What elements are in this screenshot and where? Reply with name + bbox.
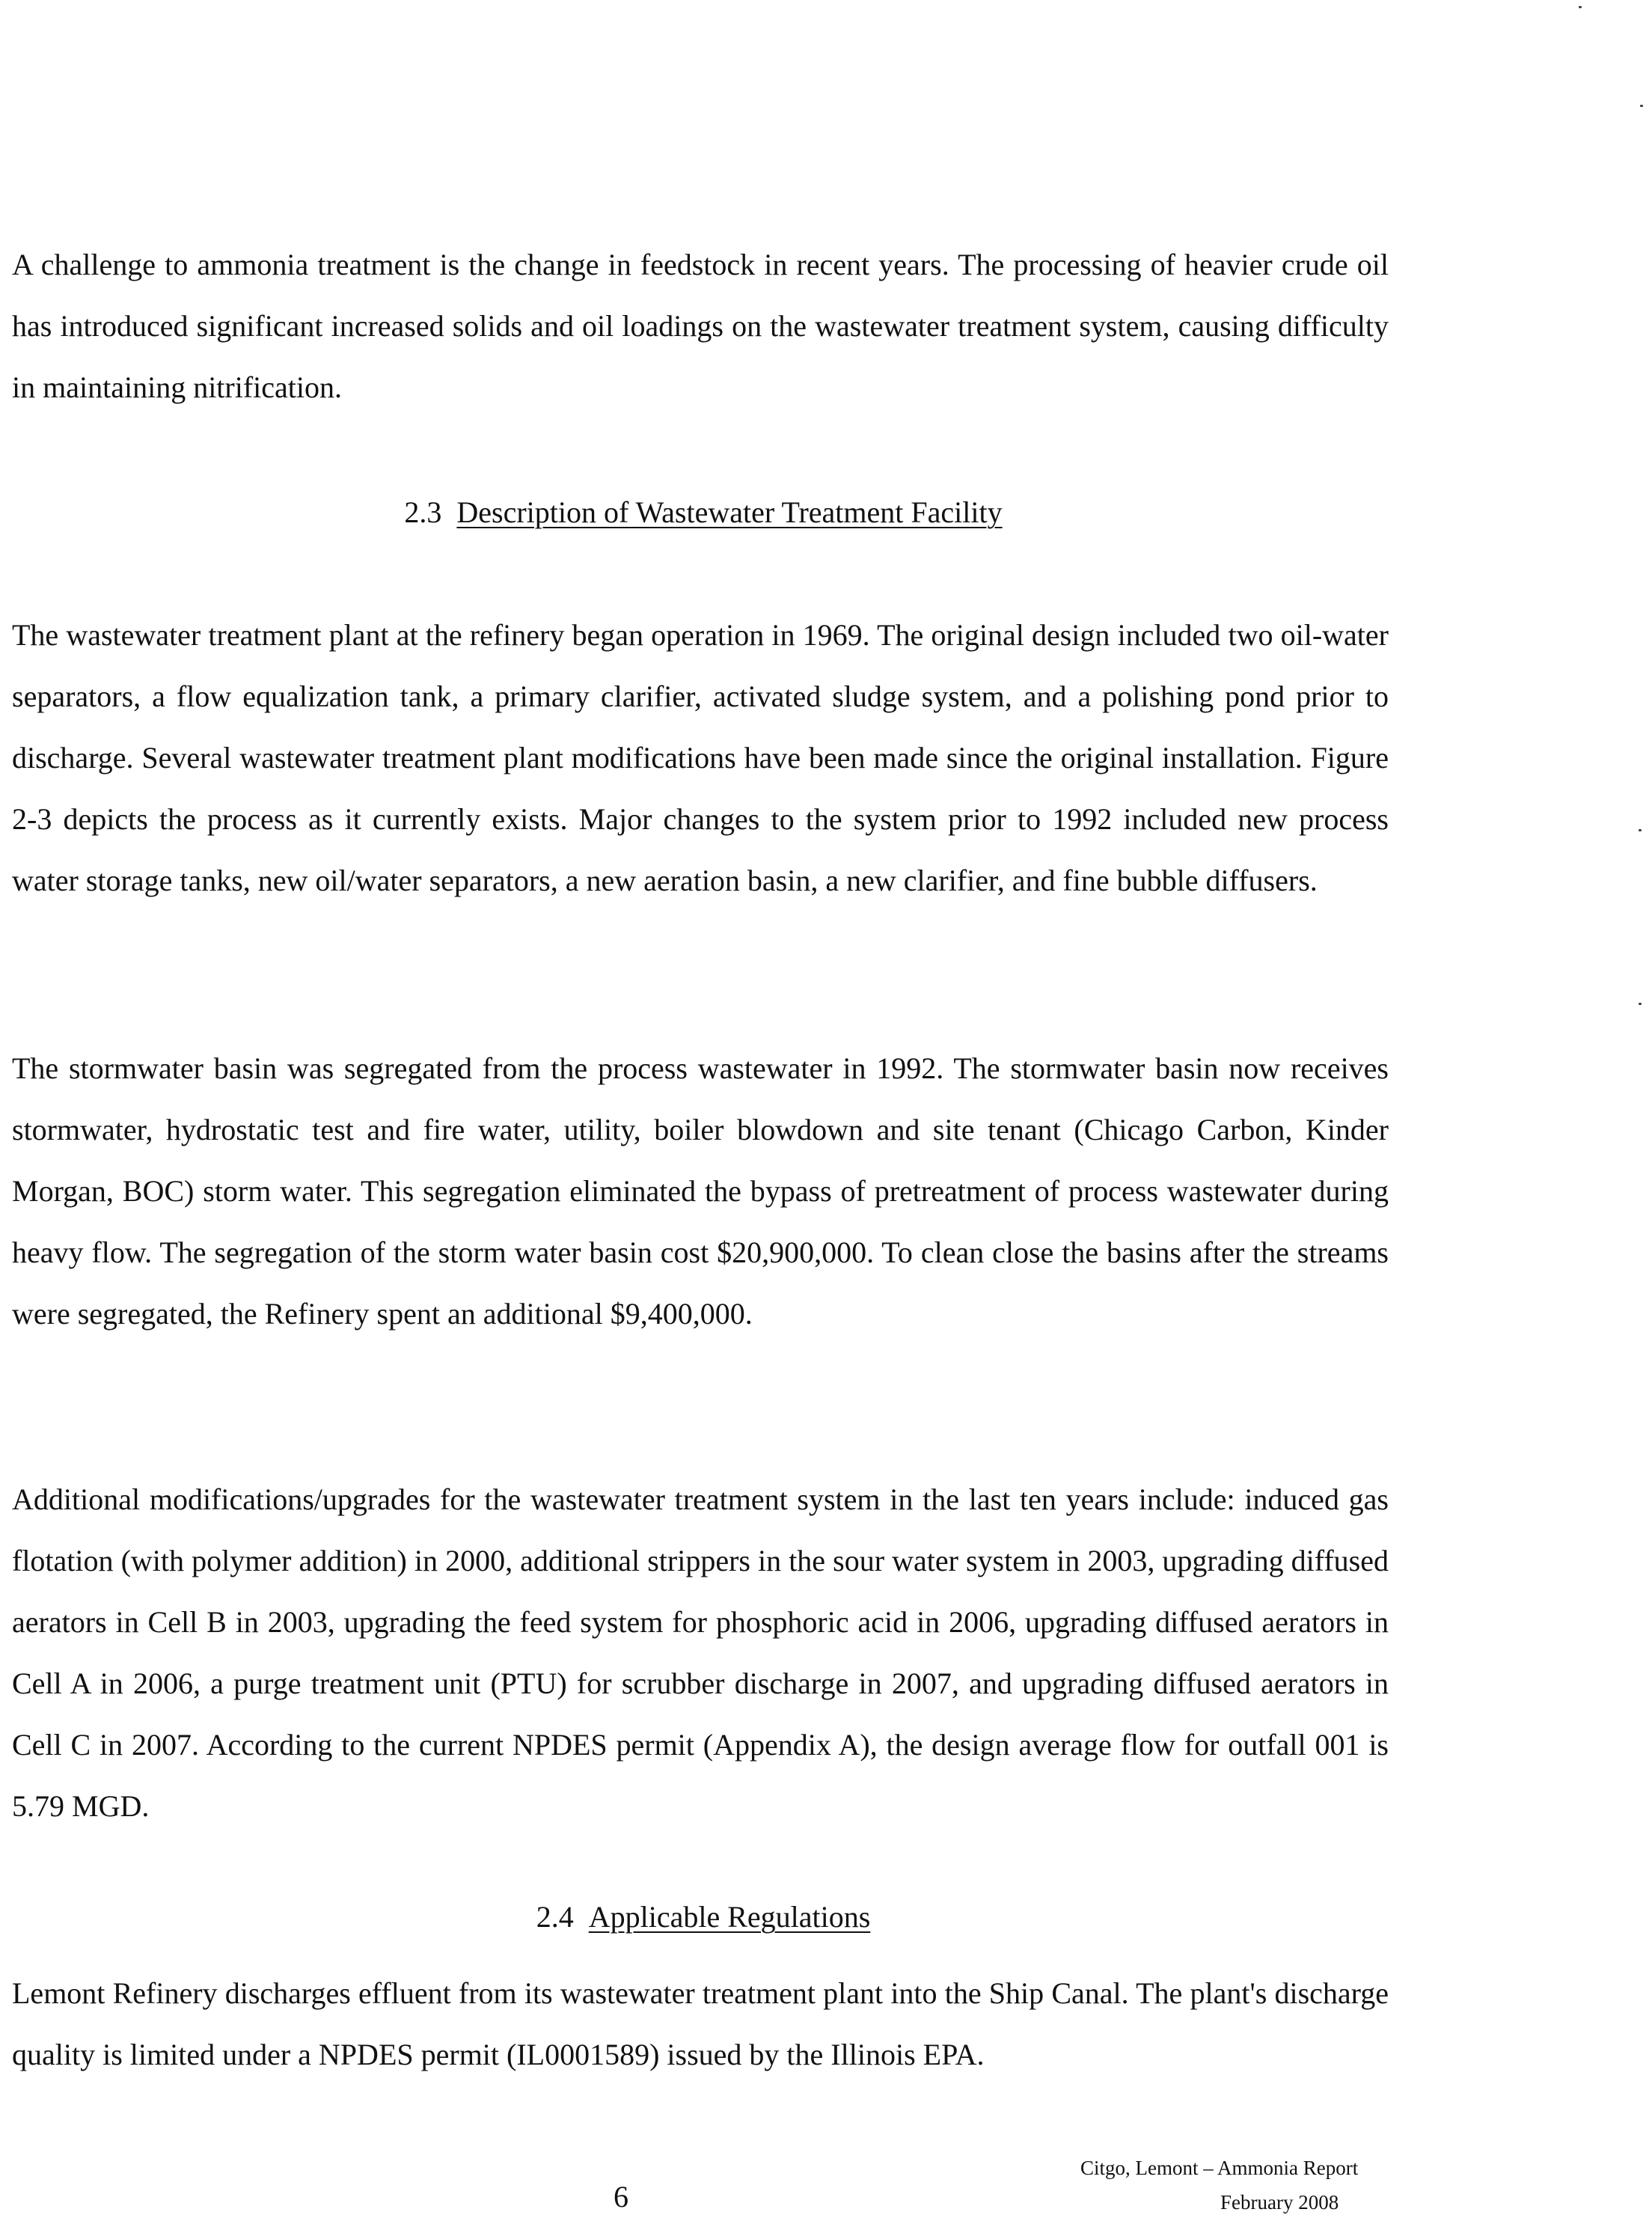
paragraph-recent-upgrades: Additional modifications/upgrades for the wastewater treatment system in the last ten years include: induced gas flotation (with polymer addition) in 2000, additional strippers in the sour water system in 2003, upgrading diffused aerators in Cell B in 2003, upgrading the feed system for phosphoric acid in 2006, upgrading diffused aerators in Cell A in 2006, a purge treatment unit (PTU) for scrubber discharge in 2007, and upgrading diffused aerators in Cell C in 2007. According to the current NPDES permit (Appendix A), the design average flow for outfall 001 is 5.79 MGD. bbox=[12, 1482, 1389, 1823]
scan-speck bbox=[1579, 6, 1582, 8]
section-title: Applicable Regulations bbox=[588, 1900, 871, 1934]
section-number: 2.3 bbox=[404, 495, 442, 529]
section-heading-2-3 bbox=[0, 494, 1407, 531]
section-title: Description of Wastewater Treatment Facility bbox=[456, 495, 1003, 529]
scan-speck bbox=[1639, 829, 1642, 831]
paragraph-applicable-regulations: Lemont Refinery discharges effluent from its wastewater treatment plant into the Ship Canal. The plant's discharge quality is limited under a NPDES permit (IL0001589) issued by the Illinois EPA. bbox=[12, 1976, 1389, 2071]
scan-speck bbox=[1640, 105, 1643, 107]
page-number: 6 bbox=[614, 2180, 628, 2214]
footer-report-date: February 2008 bbox=[1220, 2191, 1339, 2214]
paragraph-stormwater-basin: The stormwater basin was segregated from the process wastewater in 1992. The stormwater basin now receives stormwater, hydrostatic test and fire water, utility, boiler blowdown and site tenant (Chicago Carbon, Kinder Morgan, BOC) storm water. This segregation eliminated the bypass of pretreatment of process wastewater during heavy flow. The segregation of the storm water basin cost $20,900,000. To clean close the basins after the streams were segregated, the Refinery spent an additional $9,400,000. bbox=[12, 1051, 1389, 1331]
scan-speck bbox=[1639, 1003, 1642, 1005]
footer-report-title: Citgo, Lemont – Ammonia Report bbox=[1080, 2157, 1359, 2179]
paragraph-feedstock-challenge: A challenge to ammonia treatment is the change in feedstock in recent years. The processing of heavier crude oil has introduced significant increased solids and oil loadings on the wastewater treatment system, causing difficulty in maintaining nitrification. bbox=[12, 248, 1389, 404]
section-number: 2.4 bbox=[536, 1900, 574, 1934]
section-heading-2-4 bbox=[0, 1898, 1407, 1936]
paragraph-plant-description: The wastewater treatment plant at the refinery began operation in 1969. The original design included two oil-water separators, a flow equalization tank, a primary clarifier, activated sludge system, and a polishing pond prior to discharge. Several wastewater treatment plant modifications have been made since the original installation. Figure 2-3 depicts the process as it currently exists. Major changes to the system prior to 1992 included new process water storage tanks, new oil/water separators, a new aeration basin, a new clarifier, and fine bubble diffusers. bbox=[12, 618, 1389, 897]
